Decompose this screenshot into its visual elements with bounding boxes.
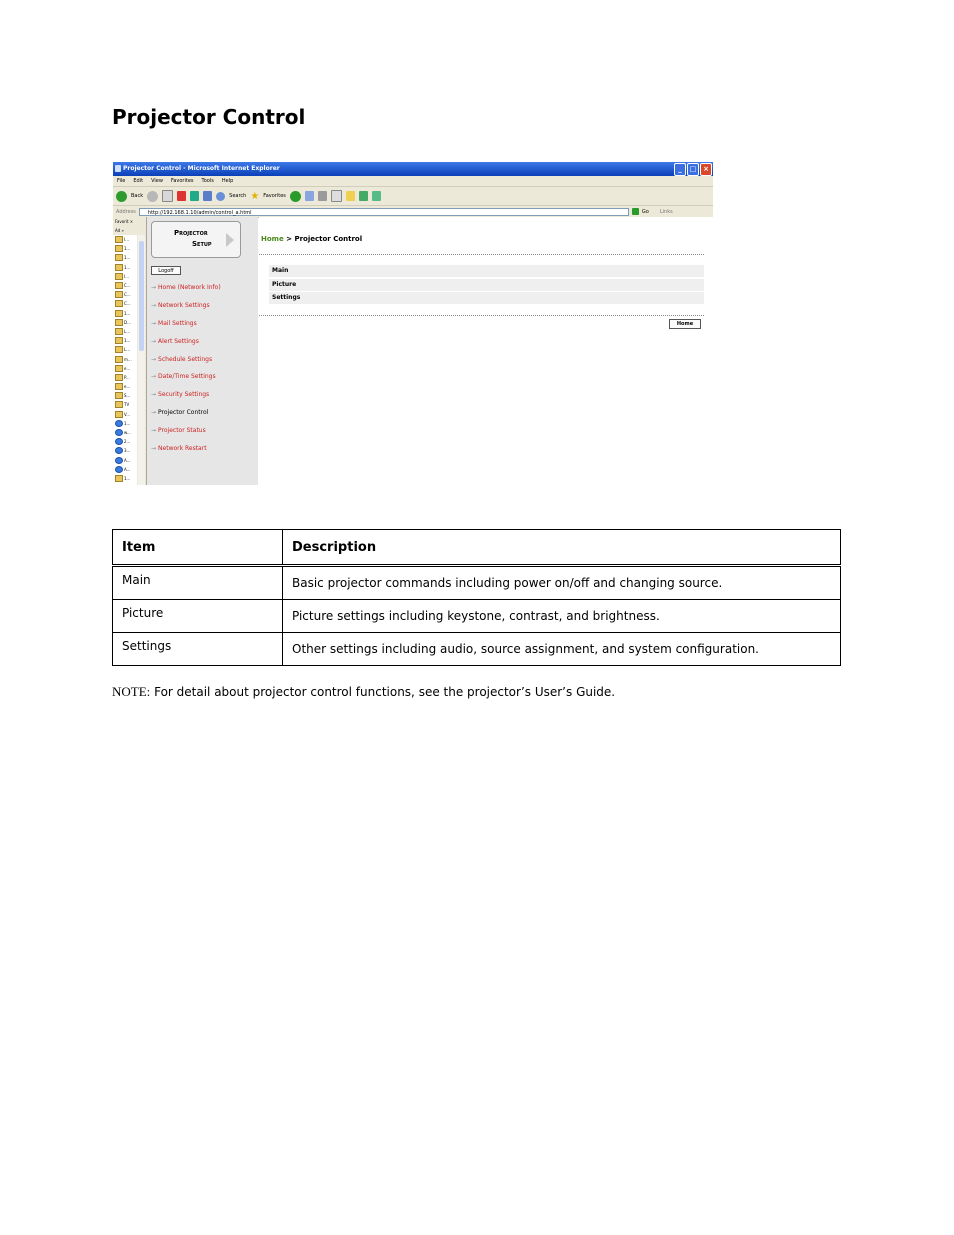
folder-icon: [115, 291, 123, 298]
favorites-item-label: 1...: [124, 246, 131, 252]
folder-icon: [115, 328, 123, 335]
home-button[interactable]: Home: [669, 319, 701, 329]
control-menu-picture[interactable]: Picture: [269, 279, 704, 291]
header-description: Description: [283, 530, 841, 566]
favorites-item[interactable]: [113, 419, 137, 428]
control-menu-settings[interactable]: Settings: [269, 292, 704, 304]
table-row: [113, 566, 841, 600]
favorites-item-label: C...: [124, 301, 131, 307]
address-input[interactable]: [139, 208, 629, 216]
window-title: Projector Control - Microsoft Internet Explorer: [123, 165, 280, 172]
arrow-right-icon: →: [151, 355, 157, 363]
research-icon[interactable]: [372, 191, 381, 201]
row-item: Main: [113, 566, 283, 600]
nav-item-label: Home (Network Info): [158, 284, 221, 291]
logoff-button[interactable]: Logoff: [151, 266, 181, 275]
favorites-item[interactable]: [113, 309, 137, 318]
setup-title-line1: Projector: [174, 229, 208, 237]
scrollbar-thumb[interactable]: [139, 241, 144, 351]
favorites-item[interactable]: [113, 299, 137, 308]
favorites-item[interactable]: [113, 263, 137, 272]
favorites-button-label[interactable]: Favorites: [263, 193, 286, 199]
favorites-item-label: e...: [124, 384, 131, 390]
arrow-right-icon: →: [151, 301, 157, 309]
nav-item-label: Date/Time Settings: [158, 373, 216, 381]
nav-item[interactable]: [151, 301, 257, 319]
favorites-pane: [113, 217, 147, 485]
favorites-item-label: m...: [124, 356, 132, 362]
nav-item[interactable]: [151, 337, 257, 355]
arrow-right-icon: [226, 233, 234, 247]
favorites-item-label: TV: [124, 402, 130, 408]
favorites-item-label: I...: [124, 237, 129, 243]
nav-item-label: Security Settings: [158, 391, 210, 399]
favorites-item-label: V...: [124, 411, 131, 417]
control-menu: [269, 265, 704, 306]
note: [112, 684, 615, 700]
folder-icon: [115, 374, 123, 381]
favorites-item-label: L...: [124, 328, 131, 334]
favorites-item[interactable]: [113, 382, 137, 391]
document-icon[interactable]: [162, 190, 173, 202]
favorites-item-label: 1...: [124, 255, 131, 261]
row-item: Settings: [113, 633, 283, 666]
favorites-item-label: D...: [124, 319, 131, 325]
page-icon: [115, 438, 123, 445]
nav-item-label: Projector Control: [158, 409, 209, 417]
favorites-item-label: 1...: [124, 420, 131, 426]
folder-icon: [115, 365, 123, 372]
favorites-item[interactable]: [113, 318, 137, 327]
nav-item[interactable]: [151, 372, 257, 390]
favorites-item[interactable]: [113, 474, 137, 483]
favorites-item-label: I...: [124, 273, 129, 279]
favorites-item[interactable]: [113, 373, 137, 382]
favorites-item-label: 1...: [124, 338, 131, 344]
menu-tools[interactable]: Tools: [201, 178, 214, 184]
projector-setup-banner: [151, 221, 241, 258]
row-description: Basic projector commands including power on/off and changing source.: [283, 566, 841, 600]
folder-icon: [115, 300, 123, 307]
nav-item-label: Network Settings: [158, 301, 210, 309]
favorites-item-label: e...: [124, 365, 131, 371]
row-item: Picture: [113, 600, 283, 633]
favorites-item[interactable]: [113, 354, 137, 363]
arrow-right-icon: →: [151, 337, 157, 345]
favorites-item[interactable]: [113, 281, 137, 290]
nav-item-label: Schedule Settings: [158, 355, 213, 363]
forward-icon[interactable]: [147, 191, 158, 202]
favorites-item-label: w...: [124, 430, 131, 436]
favorites-item-label: 1...: [124, 264, 131, 270]
favorites-item[interactable]: [113, 345, 137, 354]
divider: [259, 254, 704, 255]
folder-icon: [115, 392, 123, 399]
divider: [259, 315, 704, 316]
maximize-icon[interactable]: □: [687, 163, 699, 176]
home-icon[interactable]: [203, 191, 212, 201]
setup-sidebar: [147, 217, 258, 485]
go-button[interactable]: Go: [641, 208, 649, 215]
favorites-item-label: L...: [124, 347, 131, 353]
favorites-item[interactable]: [113, 244, 137, 253]
arrow-right-icon: →: [151, 284, 157, 291]
arrow-right-icon: →: [151, 391, 157, 399]
favorites-item[interactable]: [113, 327, 137, 336]
menu-bar: [113, 176, 713, 187]
print-icon[interactable]: [318, 191, 327, 201]
menu-favorites[interactable]: Favorites: [170, 178, 194, 184]
note-label: NOTE:: [112, 684, 151, 699]
favorites-item-label: C...: [124, 283, 131, 289]
favorites-item[interactable]: [113, 364, 137, 373]
favorites-item[interactable]: [113, 456, 137, 465]
go-icon[interactable]: [632, 208, 639, 215]
favorites-item-label: A...: [124, 457, 131, 463]
favorites-item[interactable]: [113, 290, 137, 299]
address-label: Address: [116, 208, 136, 215]
menu-help[interactable]: Help: [221, 178, 234, 184]
folder-icon[interactable]: [346, 191, 355, 201]
edit-icon[interactable]: [331, 190, 342, 202]
page-title: Projector Control: [112, 105, 306, 129]
folder-icon: [115, 356, 123, 363]
nav-item-label: Mail Settings: [158, 319, 197, 327]
page-icon: [115, 447, 123, 454]
nav-item-label: Projector Status: [158, 427, 206, 435]
description-table: [112, 529, 841, 666]
control-menu-main[interactable]: Main: [269, 265, 704, 277]
folder-icon: [115, 236, 123, 243]
table-header-row: [113, 530, 841, 566]
nav-item[interactable]: [151, 390, 257, 408]
nav-item[interactable]: [151, 408, 257, 426]
nav-item-label: Network Restart: [158, 445, 207, 453]
search-icon[interactable]: [216, 192, 225, 201]
favorites-item-label: 2...: [124, 439, 131, 445]
messenger-icon[interactable]: [359, 191, 368, 201]
mail-icon[interactable]: [305, 191, 314, 201]
folder-icon: [115, 319, 123, 326]
arrow-right-icon: →: [151, 373, 157, 381]
address-value: http://192.168.1.10/admin/control_a.html: [147, 209, 252, 216]
arrow-right-icon: →: [151, 445, 157, 453]
folder-icon: [115, 264, 123, 271]
nav-item[interactable]: [151, 283, 257, 301]
folder-icon: [115, 411, 123, 418]
page-icon: [115, 420, 123, 427]
folder-icon: [115, 337, 123, 344]
favorites-item-label: 1...: [124, 475, 131, 481]
links-label[interactable]: Links: [659, 208, 673, 215]
page-icon: [115, 457, 123, 464]
stop-icon[interactable]: [177, 191, 186, 201]
nav-item[interactable]: [151, 355, 257, 373]
breadcrumb-separator: >: [283, 235, 295, 243]
favorites-item-label: S...: [124, 393, 131, 399]
nav-item[interactable]: [151, 319, 257, 337]
toolbar: [113, 187, 713, 206]
refresh-icon[interactable]: [190, 191, 199, 201]
favorites-scrollbar[interactable]: [138, 235, 145, 485]
breadcrumb-home-link[interactable]: Home: [261, 235, 284, 243]
nav-item-label: Alert Settings: [158, 337, 199, 345]
back-button-label[interactable]: Back: [131, 193, 144, 199]
arrow-right-icon: →: [151, 427, 157, 435]
header-item: Item: [113, 530, 283, 566]
breadcrumb-current: Projector Control: [294, 235, 363, 243]
favorites-item[interactable]: [113, 446, 137, 455]
favorites-item[interactable]: [113, 272, 137, 281]
ie-logo-icon: [115, 165, 121, 172]
back-icon[interactable]: [116, 191, 127, 202]
close-icon[interactable]: ×: [700, 163, 712, 176]
main-content: [259, 217, 713, 485]
favorites-item-label: A...: [124, 466, 131, 472]
page-icon: [115, 429, 123, 436]
window-title-bar: [113, 162, 713, 176]
folder-icon: [115, 254, 123, 261]
arrow-right-icon: →: [151, 409, 157, 417]
favorites-item[interactable]: [113, 428, 137, 437]
folder-icon: [115, 245, 123, 252]
browser-content: [113, 217, 713, 485]
folder-icon: [115, 273, 123, 280]
row-description: Other settings including audio, source assignment, and system configuration.: [283, 633, 841, 666]
favorites-item-label: 1...: [124, 310, 131, 316]
folder-icon: [115, 346, 123, 353]
favorites-item[interactable]: [113, 410, 137, 419]
note-text: For detail about projector control functions, see the projector’s User’s Guide.: [150, 685, 616, 699]
favorites-item[interactable]: [113, 253, 137, 262]
setup-nav-list: [151, 283, 257, 462]
favorites-list: [113, 235, 137, 485]
favorites-item-label: C...: [124, 292, 131, 298]
favorites-item[interactable]: [113, 336, 137, 345]
favorites-item[interactable]: [113, 391, 137, 400]
favorites-item-label: 3...: [124, 448, 131, 454]
breadcrumb: [261, 235, 362, 243]
page-icon: [115, 466, 123, 473]
history-icon[interactable]: [290, 191, 301, 202]
row-description: Picture settings including keystone, contrast, and brightness.: [283, 600, 841, 633]
favorites-item-label: P...: [124, 374, 130, 380]
nav-item[interactable]: [151, 426, 257, 444]
favorites-item[interactable]: [113, 400, 137, 409]
favorites-add[interactable]: Ad »: [115, 228, 124, 233]
menu-view[interactable]: View: [151, 178, 163, 184]
folder-icon: [115, 282, 123, 289]
folder-icon: [115, 310, 123, 317]
folder-icon: [115, 383, 123, 390]
favorites-item[interactable]: [113, 235, 137, 244]
folder-icon: [115, 475, 123, 482]
arrow-right-icon: →: [151, 319, 157, 327]
favorites-item[interactable]: [113, 437, 137, 446]
setup-title-line2: Setup: [192, 240, 212, 248]
star-icon[interactable]: ★: [250, 190, 260, 202]
browser-screenshot: [113, 162, 713, 485]
table-row: [113, 633, 841, 666]
favorites-title: Favorit ×: [115, 219, 134, 224]
folder-icon: [115, 401, 123, 408]
search-button-label[interactable]: Search: [229, 193, 247, 199]
menu-file[interactable]: File: [117, 178, 126, 184]
table-row: [113, 600, 841, 633]
minimize-icon[interactable]: _: [674, 163, 686, 176]
nav-item[interactable]: [151, 444, 257, 462]
menu-edit[interactable]: Edit: [133, 178, 144, 184]
favorites-item[interactable]: [113, 465, 137, 474]
